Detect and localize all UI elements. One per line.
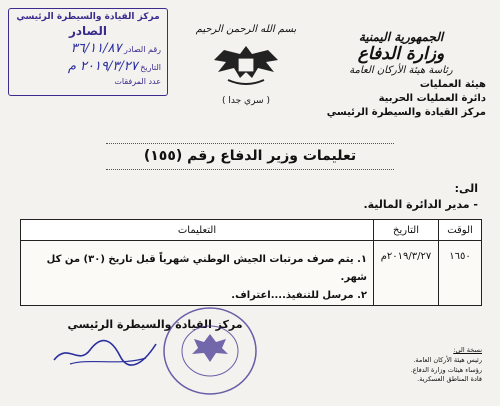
copy-recipient: قادة المناطق العسكرية. (417, 375, 482, 384)
stamp-date-label: التاريخ (140, 63, 161, 72)
copies-to (411, 346, 482, 385)
table-row (21, 241, 482, 306)
table-header-row (21, 220, 482, 241)
copy-recipient: رؤساء هيئات وزارة الدفاع. (410, 365, 482, 374)
outgoing-stamp (8, 8, 168, 96)
cell-date: ٢٠١٩/٣/٢٧م (374, 241, 439, 306)
department-name: دائرة العمليات الحربية (378, 92, 486, 104)
stamp-date: ٢٠١٩/٣/٢٧ م (67, 59, 138, 74)
header-instructions: التعليمات (21, 220, 374, 241)
header-time: الوقت (439, 220, 482, 241)
signature-scribble (50, 336, 160, 370)
title-rule-top (106, 143, 394, 144)
instructions-table (20, 219, 482, 306)
instruction-item: ١. يتم صرف مرتبات الجيش الوطني شهرياً قبل تاريخ (٣٠) من كل شهر. (46, 254, 367, 283)
header-date: التاريخ (374, 220, 439, 241)
copy-recipient: رئيس هيئة الأركان العامة. (413, 355, 482, 364)
official-round-seal (160, 304, 260, 399)
stamp-attachments-row (9, 77, 167, 86)
copies-header: نسخة الى: (453, 346, 482, 354)
stamp-outgoing: الصادر (68, 24, 107, 38)
stamp-number-label: رقم الصادر (123, 45, 161, 54)
recipient-label: الى: (454, 182, 478, 195)
classification-label: ( سري جدا ) (222, 96, 270, 106)
letterhead (316, 30, 486, 119)
eagle-emblem-icon (210, 42, 282, 88)
stamp-number-row (9, 41, 167, 56)
cell-instructions (21, 241, 374, 306)
ministry-name: وزارة الدفاع (357, 44, 445, 65)
staff-name: رئاسة هيئة الأركان العامة (349, 64, 453, 76)
cell-time: ١٦٥٠ (439, 241, 482, 306)
stamp-attachments-label: عدد المرفقات (114, 77, 161, 86)
republic-name: الجمهورية اليمنية (358, 30, 444, 44)
document-title: تعليمات وزير الدفاع رقم (١٥٥) (143, 148, 357, 164)
title-rule-bottom (106, 169, 394, 170)
center-name: مركز القيادة والسيطرة الرئيسي (326, 106, 486, 118)
signature-line: مركز القيادة والسيطرة الرئيسي (67, 318, 243, 331)
stamp-org: مركز القيادة والسيطرة الرئيسي (16, 12, 160, 22)
stamp-date-row (9, 59, 167, 74)
authority-name: هيئة العمليات (419, 78, 486, 90)
stamp-number: ٣٦/١١/٨٧ (70, 41, 122, 56)
basmala: بسم الله الرحمن الرحيم (195, 24, 297, 35)
recipient-name: - مدير الدائرة المالية. (363, 198, 478, 211)
instruction-item: ٢. مرسل للتنفيذ....اعتراف. (231, 290, 367, 301)
